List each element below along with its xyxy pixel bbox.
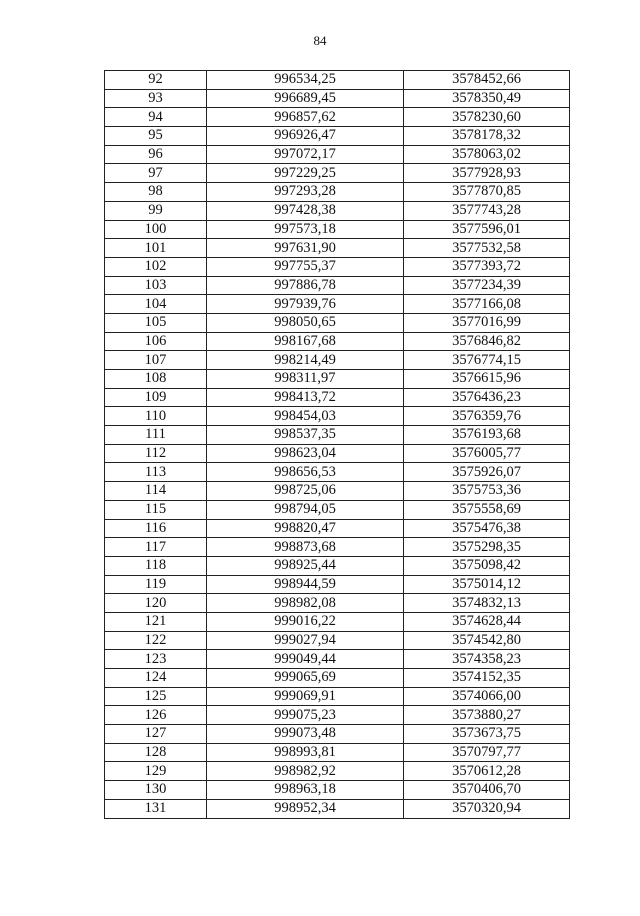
- x-coordinate-cell: 998454,03: [207, 407, 404, 426]
- table-row: [105, 669, 570, 688]
- table-row: [105, 781, 570, 800]
- y-coordinate-cell: 3578063,02: [404, 145, 570, 164]
- y-coordinate-cell: 3578178,32: [404, 127, 570, 146]
- y-coordinate-cell: 3576615,96: [404, 370, 570, 389]
- point-number-cell: 121: [105, 612, 207, 631]
- y-coordinate-cell: 3575014,12: [404, 575, 570, 594]
- point-number-cell: 124: [105, 669, 207, 688]
- point-number-cell: 101: [105, 239, 207, 258]
- table-body: [105, 71, 570, 819]
- y-coordinate-cell: 3574628,44: [404, 612, 570, 631]
- table-row: [105, 426, 570, 445]
- table-row: [105, 71, 570, 90]
- point-number-cell: 100: [105, 220, 207, 239]
- x-coordinate-cell: 998050,65: [207, 313, 404, 332]
- point-number-cell: 102: [105, 257, 207, 276]
- y-coordinate-cell: 3575476,38: [404, 519, 570, 538]
- x-coordinate-cell: 996857,62: [207, 108, 404, 127]
- x-coordinate-cell: 997755,37: [207, 257, 404, 276]
- table-row: [105, 145, 570, 164]
- table-row: [105, 370, 570, 389]
- point-number-cell: 127: [105, 725, 207, 744]
- point-number-cell: 119: [105, 575, 207, 594]
- table-row: [105, 575, 570, 594]
- y-coordinate-cell: 3573880,27: [404, 706, 570, 725]
- y-coordinate-cell: 3577743,28: [404, 201, 570, 220]
- x-coordinate-cell: 998214,49: [207, 351, 404, 370]
- point-number-cell: 96: [105, 145, 207, 164]
- x-coordinate-cell: 998925,44: [207, 556, 404, 575]
- table-row: [105, 743, 570, 762]
- x-coordinate-cell: 996689,45: [207, 89, 404, 108]
- x-coordinate-cell: 998537,35: [207, 426, 404, 445]
- x-coordinate-cell: 998656,53: [207, 463, 404, 482]
- y-coordinate-cell: 3574066,00: [404, 687, 570, 706]
- table-row: [105, 164, 570, 183]
- x-coordinate-cell: 999027,94: [207, 631, 404, 650]
- y-coordinate-cell: 3570320,94: [404, 799, 570, 818]
- x-coordinate-cell: 998794,05: [207, 500, 404, 519]
- x-coordinate-cell: 997428,38: [207, 201, 404, 220]
- table-row: [105, 706, 570, 725]
- table-row: [105, 463, 570, 482]
- y-coordinate-cell: 3570406,70: [404, 781, 570, 800]
- x-coordinate-cell: 999016,22: [207, 612, 404, 631]
- table-row: [105, 725, 570, 744]
- y-coordinate-cell: 3576359,76: [404, 407, 570, 426]
- table-row: [105, 594, 570, 613]
- x-coordinate-cell: 997886,78: [207, 276, 404, 295]
- y-coordinate-cell: 3575298,35: [404, 538, 570, 557]
- y-coordinate-cell: 3570612,28: [404, 762, 570, 781]
- x-coordinate-cell: 998167,68: [207, 332, 404, 351]
- x-coordinate-cell: 999073,48: [207, 725, 404, 744]
- y-coordinate-cell: 3573673,75: [404, 725, 570, 744]
- point-number-cell: 92: [105, 71, 207, 90]
- point-number-cell: 112: [105, 444, 207, 463]
- table-row: [105, 295, 570, 314]
- x-coordinate-cell: 996926,47: [207, 127, 404, 146]
- table-row: [105, 108, 570, 127]
- y-coordinate-cell: 3577016,99: [404, 313, 570, 332]
- point-number-cell: 120: [105, 594, 207, 613]
- table-row: [105, 762, 570, 781]
- x-coordinate-cell: 997072,17: [207, 145, 404, 164]
- point-number-cell: 107: [105, 351, 207, 370]
- table-row: [105, 799, 570, 818]
- y-coordinate-cell: 3570797,77: [404, 743, 570, 762]
- y-coordinate-cell: 3575558,69: [404, 500, 570, 519]
- x-coordinate-cell: 998944,59: [207, 575, 404, 594]
- point-number-cell: 129: [105, 762, 207, 781]
- point-number-cell: 106: [105, 332, 207, 351]
- table-row: [105, 444, 570, 463]
- table-row: [105, 351, 570, 370]
- table-row: [105, 332, 570, 351]
- table-row: [105, 201, 570, 220]
- coordinates-table: [104, 70, 570, 819]
- table-row: [105, 388, 570, 407]
- point-number-cell: 99: [105, 201, 207, 220]
- point-number-cell: 95: [105, 127, 207, 146]
- y-coordinate-cell: 3578350,49: [404, 89, 570, 108]
- x-coordinate-cell: 998311,97: [207, 370, 404, 389]
- x-coordinate-cell: 999075,23: [207, 706, 404, 725]
- table-row: [105, 500, 570, 519]
- table-row: [105, 89, 570, 108]
- point-number-cell: 117: [105, 538, 207, 557]
- x-coordinate-cell: 997229,25: [207, 164, 404, 183]
- table-row: [105, 220, 570, 239]
- x-coordinate-cell: 999049,44: [207, 650, 404, 669]
- y-coordinate-cell: 3574358,23: [404, 650, 570, 669]
- y-coordinate-cell: 3578230,60: [404, 108, 570, 127]
- point-number-cell: 111: [105, 426, 207, 445]
- page-number: 84: [313, 33, 327, 48]
- y-coordinate-cell: 3576005,77: [404, 444, 570, 463]
- y-coordinate-cell: 3578452,66: [404, 71, 570, 90]
- y-coordinate-cell: 3577393,72: [404, 257, 570, 276]
- point-number-cell: 93: [105, 89, 207, 108]
- y-coordinate-cell: 3577234,39: [404, 276, 570, 295]
- x-coordinate-cell: 997293,28: [207, 183, 404, 202]
- y-coordinate-cell: 3576846,82: [404, 332, 570, 351]
- point-number-cell: 108: [105, 370, 207, 389]
- y-coordinate-cell: 3577928,93: [404, 164, 570, 183]
- y-coordinate-cell: 3575926,07: [404, 463, 570, 482]
- x-coordinate-cell: 998873,68: [207, 538, 404, 557]
- table-row: [105, 538, 570, 557]
- point-number-cell: 118: [105, 556, 207, 575]
- x-coordinate-cell: 998725,06: [207, 482, 404, 501]
- point-number-cell: 125: [105, 687, 207, 706]
- table-row: [105, 407, 570, 426]
- table-row: [105, 612, 570, 631]
- x-coordinate-cell: 997631,90: [207, 239, 404, 258]
- x-coordinate-cell: 996534,25: [207, 71, 404, 90]
- y-coordinate-cell: 3575098,42: [404, 556, 570, 575]
- x-coordinate-cell: 998963,18: [207, 781, 404, 800]
- table-row: [105, 556, 570, 575]
- y-coordinate-cell: 3575753,36: [404, 482, 570, 501]
- y-coordinate-cell: 3574152,35: [404, 669, 570, 688]
- x-coordinate-cell: 998413,72: [207, 388, 404, 407]
- x-coordinate-cell: 998982,92: [207, 762, 404, 781]
- x-coordinate-cell: 998982,08: [207, 594, 404, 613]
- point-number-cell: 115: [105, 500, 207, 519]
- point-number-cell: 97: [105, 164, 207, 183]
- x-coordinate-cell: 997939,76: [207, 295, 404, 314]
- point-number-cell: 128: [105, 743, 207, 762]
- table-row: [105, 313, 570, 332]
- y-coordinate-cell: 3576436,23: [404, 388, 570, 407]
- table-row: [105, 650, 570, 669]
- table-row: [105, 631, 570, 650]
- y-coordinate-cell: 3577596,01: [404, 220, 570, 239]
- table-row: [105, 183, 570, 202]
- point-number-cell: 126: [105, 706, 207, 725]
- y-coordinate-cell: 3577532,58: [404, 239, 570, 258]
- point-number-cell: 98: [105, 183, 207, 202]
- point-number-cell: 131: [105, 799, 207, 818]
- x-coordinate-cell: 998993,81: [207, 743, 404, 762]
- point-number-cell: 104: [105, 295, 207, 314]
- point-number-cell: 123: [105, 650, 207, 669]
- table-row: [105, 239, 570, 258]
- point-number-cell: 105: [105, 313, 207, 332]
- y-coordinate-cell: 3574542,80: [404, 631, 570, 650]
- point-number-cell: 103: [105, 276, 207, 295]
- point-number-cell: 94: [105, 108, 207, 127]
- y-coordinate-cell: 3577870,85: [404, 183, 570, 202]
- table-row: [105, 257, 570, 276]
- x-coordinate-cell: 998952,34: [207, 799, 404, 818]
- x-coordinate-cell: 997573,18: [207, 220, 404, 239]
- table-row: [105, 519, 570, 538]
- table-row: [105, 482, 570, 501]
- point-number-cell: 130: [105, 781, 207, 800]
- y-coordinate-cell: 3574832,13: [404, 594, 570, 613]
- x-coordinate-cell: 998820,47: [207, 519, 404, 538]
- y-coordinate-cell: 3577166,08: [404, 295, 570, 314]
- point-number-cell: 109: [105, 388, 207, 407]
- x-coordinate-cell: 999069,91: [207, 687, 404, 706]
- y-coordinate-cell: 3576193,68: [404, 426, 570, 445]
- x-coordinate-cell: 999065,69: [207, 669, 404, 688]
- y-coordinate-cell: 3576774,15: [404, 351, 570, 370]
- point-number-cell: 110: [105, 407, 207, 426]
- x-coordinate-cell: 998623,04: [207, 444, 404, 463]
- point-number-cell: 116: [105, 519, 207, 538]
- table-row: [105, 276, 570, 295]
- point-number-cell: 113: [105, 463, 207, 482]
- point-number-cell: 122: [105, 631, 207, 650]
- table-row: [105, 687, 570, 706]
- table-row: [105, 127, 570, 146]
- point-number-cell: 114: [105, 482, 207, 501]
